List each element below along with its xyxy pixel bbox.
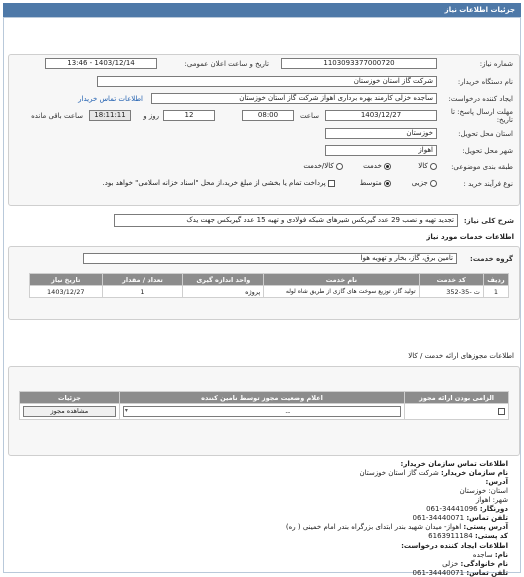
cell-row: 1 [483, 286, 508, 298]
category-label: طبقه بندی موضوعی: [451, 163, 513, 171]
checkbox-icon [328, 180, 335, 187]
services-table [29, 273, 509, 298]
creator-field: ساجده خزلی کارمند بهره برداری اهواز شرکت گاز استان خوزستان [151, 93, 437, 104]
permits-section-title: اطلاعات مجوزهای ارائه خدمت / کالا [408, 352, 514, 360]
page-title: جزئیات اطلاعات نیاز [444, 6, 515, 14]
announce-field: 1403/12/14 - 13:46 [45, 58, 157, 69]
cell-date: 1403/12/27 [30, 286, 103, 298]
permits-table [19, 391, 509, 420]
city-label: شهر محل تحویل: [462, 147, 513, 155]
treasury-payment-option[interactable]: پرداخت تمام یا بخشی از مبلغ خرید،از محل "اسناد خزانه اسلامی" خواهد بود. [103, 179, 335, 187]
col-status: اعلام وضعیت مجوز توسط نامین کننده [119, 392, 404, 404]
cell-code: ت -35-352 [419, 286, 483, 298]
page-title-bar [3, 3, 521, 17]
need-info-panel [8, 54, 520, 206]
address-line: آدرس: [485, 478, 508, 486]
postal-address-line: آدرس پستی: اهواز- میدان شهید بندر ابتدای بزرگراه بندر امام خمینی ( ره) [285, 523, 508, 531]
need-number-field: 1103093377000720 [281, 58, 437, 69]
category-option-goods[interactable]: کالا [418, 162, 437, 170]
description-label: شرح کلی نیاز: [463, 217, 514, 225]
view-permit-button[interactable]: مشاهده مجوز [23, 406, 116, 417]
service-group-field: تامین برق، گاز، بخار و تهویه هوا [83, 253, 457, 264]
creator-label: ایجاد کننده درخواست: [448, 95, 513, 103]
service-group-label: گروه خدمت: [470, 255, 513, 263]
deadline-time-field: 08:00 [242, 110, 294, 121]
province-line: استان: خوزستان [459, 487, 508, 495]
cell-required [405, 404, 509, 420]
buyer-field: شرکت گاز استان خوزستان [97, 76, 437, 87]
buyer-contact-link[interactable]: اطلاعات تماس خریدار [78, 95, 143, 103]
creator-last-name-line: نام خانوادگی: خزلی [442, 560, 508, 568]
services-panel [8, 246, 520, 320]
process-option-minor[interactable]: جزیی [412, 179, 437, 187]
creator-phone-line: تلفن تماس: 34440071-061 [412, 569, 508, 577]
permits-panel [8, 366, 520, 456]
days-label: روز و [143, 112, 159, 120]
time-remaining-field: 18:11:11 [89, 110, 131, 121]
cell-status [119, 404, 404, 420]
main-frame [3, 17, 521, 577]
services-section-title: اطلاعات خدمات مورد نیاز [426, 233, 514, 241]
col-required: الزامی بودن ارائه مجوز [405, 392, 509, 404]
announce-label: تاریخ و ساعت اعلان عمومی: [184, 60, 269, 68]
cell-name: تولید گاز، توزیع سوخت های گازی از طریق شاه لوله [264, 286, 419, 298]
col-qty: تعداد / مقدار [102, 274, 183, 286]
col-date: تاریخ نیاز [30, 274, 103, 286]
cell-qty: 1 [102, 286, 183, 298]
org-contact-title: اطلاعات تماس سازمان خریدار: [400, 460, 508, 468]
table-row [20, 404, 509, 420]
deadline-label: مهلت ارسال پاسخ: تا تاریخ: [450, 108, 513, 124]
phone-line: تلفن تماس: 34440071-061 [412, 514, 508, 522]
col-row: ردیف [483, 274, 508, 286]
process-label: نوع فرآیند خرید : [463, 180, 513, 188]
city-field: اهواز [325, 145, 437, 156]
permits-header-row [20, 392, 509, 404]
col-code: کد خدمت [419, 274, 483, 286]
category-option-service[interactable]: خدمت [363, 162, 391, 170]
radio-icon [336, 163, 343, 170]
radio-selected-icon [384, 163, 391, 170]
org-contact-section [6, 460, 514, 577]
org-name-line: نام سازمان خریدار: شرکت گاز استان خوزستان [359, 469, 508, 477]
process-option-medium[interactable]: متوسط [360, 179, 391, 187]
radio-icon [430, 163, 437, 170]
fax-line: دورنگار: 34441096-061 [426, 505, 508, 513]
chevron-down-icon: ▾ [124, 407, 128, 414]
cell-unit: پروژه [183, 286, 264, 298]
need-number-label: شماره نیاز: [479, 60, 513, 68]
deadline-time-label: ساعت [299, 112, 319, 120]
description-field: تجدید تهیه و نصب 29 عدد گیربکس شیرهای شبکه فولادی و تهیه 15 عدد گیربکس جهت یدک [114, 214, 458, 227]
days-remaining-field: 12 [163, 110, 215, 121]
province-label: استان محل تحویل: [458, 130, 513, 138]
table-row [30, 286, 509, 298]
buyer-label: نام دستگاه خریدار: [457, 78, 513, 86]
checkbox-icon[interactable] [498, 408, 505, 415]
permit-status-select[interactable] [123, 406, 401, 417]
creator-contact-title: اطلاعات ایجاد کننده درخواست: [401, 542, 508, 550]
col-unit: واحد اندازه گیری [183, 274, 264, 286]
services-header-row [30, 274, 509, 286]
time-remaining-label: ساعت باقی مانده [31, 112, 83, 120]
radio-selected-icon [384, 180, 391, 187]
province-field: خوزستان [325, 128, 437, 139]
col-details: جزئیات [20, 392, 120, 404]
creator-first-name-line: نام: ساجده [472, 551, 508, 559]
permit-status-value: -- [285, 408, 291, 416]
postal-code-line: کد پستی: 6163911184 [428, 532, 508, 540]
radio-icon [430, 180, 437, 187]
deadline-date-field: 1403/12/27 [325, 110, 437, 121]
category-option-goods-service[interactable]: کالا/خدمت [303, 162, 343, 170]
col-name: نام خدمت [264, 274, 419, 286]
cell-details [20, 404, 120, 420]
city-line: شهر: اهواز [475, 496, 508, 504]
